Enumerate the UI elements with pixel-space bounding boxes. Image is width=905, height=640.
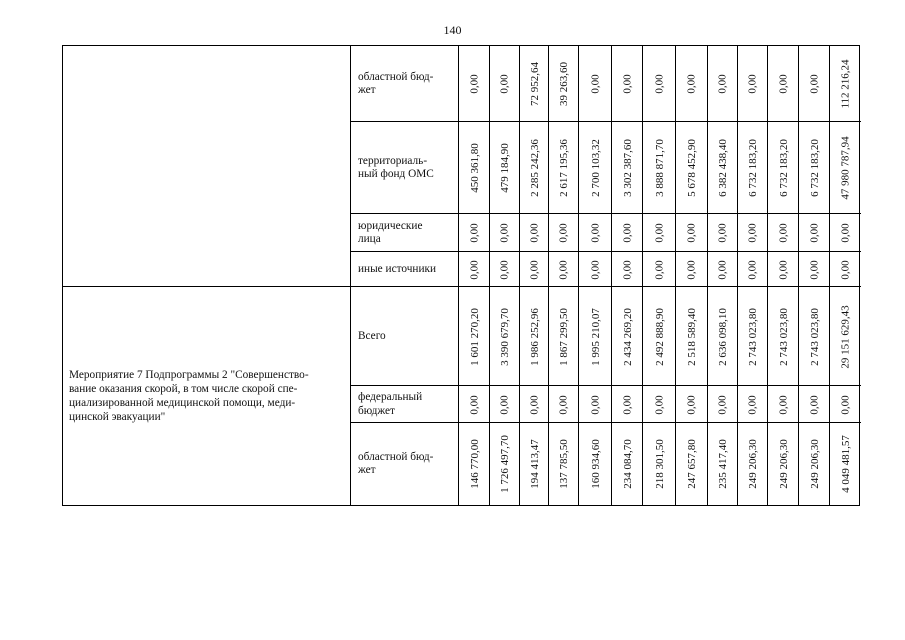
value-text: 2 700 103,32 bbox=[589, 139, 602, 197]
column-divider bbox=[767, 46, 768, 505]
value-text: 2 518 589,40 bbox=[686, 307, 698, 366]
value-text: 3 302 387,60 bbox=[621, 139, 634, 197]
value-cell bbox=[830, 252, 861, 287]
value-text: 0,00 bbox=[747, 74, 759, 94]
value-cell bbox=[708, 386, 738, 423]
value-text: 6 732 183,20 bbox=[747, 139, 759, 197]
value-text: 0,00 bbox=[839, 259, 852, 280]
value-text: 29 151 629,43 bbox=[839, 304, 852, 369]
value-cell bbox=[799, 122, 830, 214]
page-number: 140 bbox=[443, 23, 462, 37]
value-cell bbox=[799, 287, 830, 386]
value-cell bbox=[799, 214, 830, 252]
value-cell bbox=[676, 252, 708, 287]
column-divider bbox=[707, 46, 708, 505]
value-cell bbox=[520, 46, 549, 122]
value-text: 0,00 bbox=[777, 259, 790, 280]
value-cell bbox=[549, 386, 579, 423]
value-text: 3 390 679,70 bbox=[499, 307, 511, 366]
value-cell bbox=[708, 252, 738, 287]
value-text: 0,00 bbox=[468, 394, 481, 415]
value-cell bbox=[676, 214, 708, 252]
value-cell bbox=[520, 423, 549, 505]
value-cell bbox=[612, 214, 643, 252]
funding-source-label: иные источники bbox=[358, 262, 437, 275]
value-text: 0,00 bbox=[717, 223, 729, 243]
value-cell bbox=[799, 46, 830, 122]
funding-source-label: Всего bbox=[358, 329, 386, 342]
value-cell bbox=[643, 46, 676, 122]
value-cell bbox=[799, 423, 830, 505]
value-cell bbox=[490, 122, 520, 214]
value-cell bbox=[459, 122, 490, 214]
value-text: 0,00 bbox=[589, 74, 602, 94]
value-cell bbox=[708, 423, 738, 505]
value-text: 0,00 bbox=[808, 223, 821, 243]
value-text: 39 263,60 bbox=[558, 62, 570, 106]
value-cell bbox=[738, 252, 768, 287]
value-text: 1 601 270,20 bbox=[468, 307, 481, 366]
value-text: 5 678 452,90 bbox=[686, 139, 698, 197]
value-text: 2 492 888,90 bbox=[653, 307, 666, 366]
column-divider bbox=[350, 46, 351, 505]
value-text: 1 986 252,96 bbox=[528, 307, 541, 366]
value-text: 0,00 bbox=[686, 259, 698, 280]
value-text: 4 049 481,57 bbox=[839, 435, 852, 493]
column-divider bbox=[737, 46, 738, 505]
value-cell bbox=[490, 46, 520, 122]
funding-source-label: областной бюд- жет bbox=[358, 70, 434, 96]
value-text: 218 301,50 bbox=[653, 439, 666, 489]
value-cell bbox=[549, 252, 579, 287]
value-cell bbox=[579, 46, 612, 122]
value-text: 0,00 bbox=[717, 74, 729, 94]
value-cell bbox=[520, 386, 549, 423]
value-cell bbox=[830, 423, 861, 505]
value-text: 0,00 bbox=[686, 223, 698, 243]
value-cell bbox=[676, 287, 708, 386]
value-cell bbox=[549, 214, 579, 252]
value-text: 194 413,47 bbox=[528, 439, 541, 489]
value-text: 450 361,80 bbox=[468, 143, 481, 193]
column-divider bbox=[458, 46, 459, 505]
value-cell bbox=[708, 287, 738, 386]
value-text: 235 417,40 bbox=[717, 439, 729, 489]
value-text: 0,00 bbox=[808, 259, 821, 280]
value-text: 0,00 bbox=[653, 223, 666, 243]
value-cell bbox=[579, 386, 612, 423]
value-cell bbox=[738, 386, 768, 423]
value-text: 0,00 bbox=[468, 74, 481, 94]
value-text: 479 184,90 bbox=[499, 143, 511, 193]
value-text: 0,00 bbox=[621, 74, 634, 94]
value-text: 0,00 bbox=[621, 259, 634, 280]
value-cell bbox=[579, 122, 612, 214]
value-cell bbox=[612, 423, 643, 505]
value-text: 0,00 bbox=[621, 223, 634, 243]
funding-source-label: областной бюд- жет bbox=[358, 450, 434, 476]
value-cell bbox=[676, 46, 708, 122]
value-text: 0,00 bbox=[777, 394, 790, 415]
value-text: 0,00 bbox=[747, 259, 759, 280]
value-cell bbox=[768, 287, 799, 386]
value-text: 146 770,00 bbox=[468, 439, 481, 489]
value-cell bbox=[549, 122, 579, 214]
value-text: 0,00 bbox=[808, 74, 821, 94]
value-text: 0,00 bbox=[747, 223, 759, 243]
value-cell bbox=[459, 287, 490, 386]
budget-table bbox=[62, 45, 860, 506]
value-text: 249 206,30 bbox=[777, 439, 790, 489]
value-text: 0,00 bbox=[686, 74, 698, 94]
value-cell bbox=[768, 214, 799, 252]
column-divider bbox=[642, 46, 643, 505]
value-cell bbox=[490, 386, 520, 423]
value-text: 6 382 438,40 bbox=[717, 139, 729, 197]
value-text: 1 867 299,50 bbox=[558, 307, 570, 366]
value-cell bbox=[768, 386, 799, 423]
value-cell bbox=[768, 122, 799, 214]
value-cell bbox=[490, 287, 520, 386]
value-text: 0,00 bbox=[839, 394, 852, 415]
value-cell bbox=[799, 252, 830, 287]
value-cell bbox=[643, 386, 676, 423]
value-cell bbox=[490, 423, 520, 505]
value-text: 0,00 bbox=[558, 259, 570, 280]
value-cell bbox=[676, 423, 708, 505]
value-cell bbox=[768, 423, 799, 505]
value-text: 2 285 242,36 bbox=[528, 139, 541, 197]
value-cell bbox=[459, 252, 490, 287]
column-divider bbox=[829, 46, 830, 505]
value-text: 0,00 bbox=[686, 394, 698, 415]
value-cell bbox=[520, 214, 549, 252]
funding-source-label: юридические лица bbox=[358, 219, 423, 245]
value-text: 0,00 bbox=[621, 394, 634, 415]
value-text: 0,00 bbox=[589, 394, 602, 415]
value-cell bbox=[643, 122, 676, 214]
value-cell bbox=[799, 386, 830, 423]
value-cell bbox=[579, 214, 612, 252]
value-cell bbox=[520, 122, 549, 214]
value-cell bbox=[459, 214, 490, 252]
value-text: 0,00 bbox=[808, 394, 821, 415]
value-cell bbox=[738, 214, 768, 252]
value-cell bbox=[738, 423, 768, 505]
value-text: 234 084,70 bbox=[621, 439, 634, 489]
value-text: 6 732 183,20 bbox=[808, 139, 821, 197]
value-text: 160 934,60 bbox=[589, 439, 602, 489]
value-cell bbox=[643, 287, 676, 386]
value-cell bbox=[612, 122, 643, 214]
value-cell bbox=[830, 122, 861, 214]
value-cell bbox=[459, 46, 490, 122]
value-cell bbox=[612, 252, 643, 287]
value-cell bbox=[768, 46, 799, 122]
value-cell bbox=[738, 287, 768, 386]
value-cell bbox=[738, 46, 768, 122]
value-text: 3 888 871,70 bbox=[653, 139, 666, 197]
value-cell bbox=[676, 122, 708, 214]
value-cell bbox=[549, 287, 579, 386]
value-text: 0,00 bbox=[777, 74, 790, 94]
value-text: 0,00 bbox=[468, 259, 481, 280]
value-cell bbox=[490, 214, 520, 252]
value-text: 0,00 bbox=[528, 223, 541, 243]
value-cell bbox=[490, 252, 520, 287]
measure-description bbox=[63, 46, 351, 287]
value-text: 1 726 497,70 bbox=[499, 435, 511, 493]
value-cell bbox=[643, 423, 676, 505]
value-cell bbox=[459, 386, 490, 423]
value-cell bbox=[520, 287, 549, 386]
value-cell bbox=[676, 386, 708, 423]
value-text: 0,00 bbox=[528, 259, 541, 280]
column-divider bbox=[548, 46, 549, 505]
value-text: 0,00 bbox=[468, 223, 481, 243]
value-text: 0,00 bbox=[589, 259, 602, 280]
value-cell bbox=[830, 386, 861, 423]
value-text: 0,00 bbox=[653, 74, 666, 94]
column-divider bbox=[611, 46, 612, 505]
value-cell bbox=[768, 252, 799, 287]
value-text: 0,00 bbox=[717, 394, 729, 415]
value-cell bbox=[579, 252, 612, 287]
value-text: 2 617 195,36 bbox=[558, 139, 570, 197]
funding-source-label: федеральный бюджет bbox=[358, 391, 423, 417]
funding-source-label: территориаль- ный фонд ОМС bbox=[358, 154, 434, 180]
value-text: 137 785,50 bbox=[558, 439, 570, 489]
value-text: 6 732 183,20 bbox=[777, 139, 790, 197]
value-cell bbox=[708, 214, 738, 252]
value-text: 0,00 bbox=[589, 223, 602, 243]
value-text: 0,00 bbox=[653, 394, 666, 415]
value-cell bbox=[738, 122, 768, 214]
value-text: 0,00 bbox=[839, 223, 852, 243]
value-text: 112 216,24 bbox=[839, 59, 852, 109]
value-text: 0,00 bbox=[777, 223, 790, 243]
value-cell bbox=[520, 252, 549, 287]
column-divider bbox=[519, 46, 520, 505]
value-cell bbox=[643, 214, 676, 252]
value-cell bbox=[830, 46, 861, 122]
value-cell bbox=[612, 46, 643, 122]
value-text: 1 995 210,07 bbox=[589, 307, 602, 366]
value-text: 2 636 098,10 bbox=[717, 307, 729, 366]
value-cell bbox=[708, 122, 738, 214]
value-text: 2 743 023,80 bbox=[777, 307, 790, 366]
value-text: 0,00 bbox=[558, 223, 570, 243]
value-cell bbox=[549, 423, 579, 505]
value-text: 0,00 bbox=[499, 259, 511, 280]
value-cell bbox=[643, 252, 676, 287]
column-divider bbox=[489, 46, 490, 505]
value-text: 0,00 bbox=[558, 394, 570, 415]
value-cell bbox=[708, 46, 738, 122]
value-text: 72 952,64 bbox=[528, 62, 541, 106]
value-text: 249 206,30 bbox=[808, 439, 821, 489]
value-text: 0,00 bbox=[528, 394, 541, 415]
value-cell bbox=[612, 287, 643, 386]
value-text: 0,00 bbox=[499, 223, 511, 243]
value-cell bbox=[549, 46, 579, 122]
value-cell bbox=[579, 423, 612, 505]
value-text: 2 743 023,80 bbox=[747, 307, 759, 366]
value-cell bbox=[579, 287, 612, 386]
value-text: 2 434 269,20 bbox=[621, 307, 634, 366]
value-text: 0,00 bbox=[499, 74, 511, 94]
value-text: 249 206,30 bbox=[747, 439, 759, 489]
measure-description: Мероприятие 7 Подпрограммы 2 "Совершенство- вание оказания скорой, в том числе скорой спе- циализированной медицинской помощи, меди- цинской эвакуации" bbox=[69, 369, 309, 423]
value-text: 47 980 787,94 bbox=[839, 136, 852, 200]
value-text: 0,00 bbox=[653, 259, 666, 280]
value-text: 0,00 bbox=[499, 394, 511, 415]
column-divider bbox=[798, 46, 799, 505]
value-text: 247 657,80 bbox=[686, 439, 698, 489]
value-text: 2 743 023,80 bbox=[808, 307, 821, 366]
value-text: 0,00 bbox=[747, 394, 759, 415]
value-cell bbox=[830, 214, 861, 252]
column-divider bbox=[675, 46, 676, 505]
value-cell bbox=[612, 386, 643, 423]
value-text: 0,00 bbox=[717, 259, 729, 280]
value-cell bbox=[459, 423, 490, 505]
value-cell bbox=[830, 287, 861, 386]
column-divider bbox=[578, 46, 579, 505]
